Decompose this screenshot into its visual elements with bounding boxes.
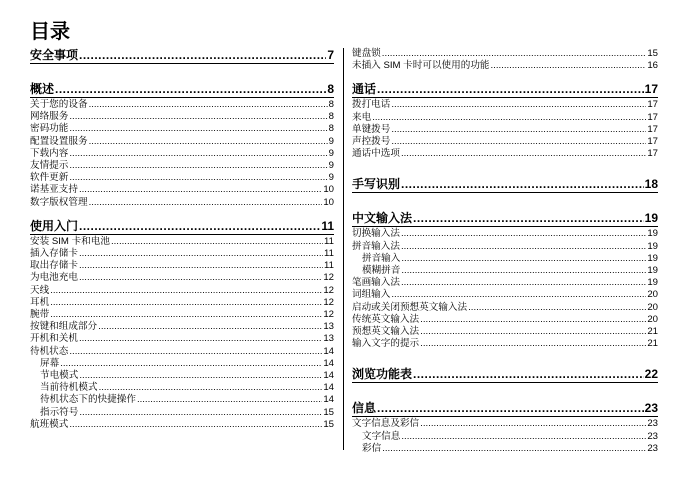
toc-entry-label: 模糊拼音	[362, 265, 401, 277]
toc-entry-label: 待机状态下的快捷操作	[40, 394, 136, 406]
toc-section-heading[interactable]	[352, 177, 658, 193]
toc-entry[interactable]	[30, 99, 334, 111]
dot-leader	[137, 394, 322, 406]
toc-heading-label: 使用入门	[30, 218, 79, 233]
toc-section-messaging	[352, 401, 658, 455]
toc-page-number: 13	[323, 333, 334, 345]
toc-page-number: 14	[323, 382, 334, 394]
toc-entry-label: 配置设置服务	[30, 135, 88, 147]
dot-leader	[79, 219, 320, 233]
dot-leader	[79, 48, 326, 62]
toc-entry-label: 单键拨号	[352, 123, 391, 135]
toc-page-number: 23	[647, 430, 658, 442]
toc-subentry[interactable]	[352, 265, 658, 277]
toc-entry-label: 笔画输入法	[352, 277, 400, 289]
toc-page-number: 14	[323, 394, 334, 406]
toc-entry[interactable]	[352, 228, 658, 240]
toc-heading-label: 概述	[30, 82, 55, 96]
toc-section-calls	[352, 82, 658, 160]
toc-page-number: 17	[647, 111, 658, 123]
toc-right-column	[352, 48, 658, 455]
toc-page-number: 19	[647, 240, 658, 252]
toc-page-number: 15	[323, 406, 334, 418]
dot-leader	[79, 333, 322, 345]
dot-leader	[382, 48, 647, 60]
toc-entry-label: 输入文字的提示	[352, 338, 420, 350]
toc-subentry[interactable]	[352, 431, 658, 443]
dot-leader	[413, 211, 644, 225]
toc-entry-label: 取出存储卡	[30, 260, 78, 272]
dot-leader	[69, 123, 327, 135]
toc-heading-label: 手写识别	[352, 177, 401, 192]
toc-left-column	[30, 48, 334, 431]
dot-leader	[401, 148, 646, 160]
toc-entry[interactable]	[30, 297, 334, 309]
dot-leader	[79, 370, 322, 382]
toc-page-number: 9	[328, 172, 334, 184]
dot-leader	[391, 289, 646, 301]
toc-page-number: 20	[647, 313, 658, 325]
toc-section-handwriting	[352, 177, 658, 193]
toc-subentry[interactable]	[30, 358, 334, 370]
dot-leader	[111, 236, 323, 248]
toc-entry[interactable]	[30, 260, 334, 272]
toc-entry-label: 词组输入	[352, 289, 391, 301]
toc-page-number: 18	[644, 177, 658, 192]
toc-page-number: 15	[647, 48, 658, 59]
toc-entry-label: 下载内容	[30, 147, 69, 159]
toc-entry-label: 屏幕	[40, 357, 60, 369]
dot-leader	[420, 338, 646, 350]
dot-leader	[99, 382, 323, 394]
dot-leader	[377, 82, 644, 96]
toc-page-number: 23	[644, 401, 658, 416]
toc-entry-label: 按键和组成部分	[30, 321, 98, 333]
toc-entry[interactable]	[30, 136, 334, 148]
dot-leader	[69, 419, 322, 431]
toc-entry-label: 预想英文输入法	[352, 326, 420, 338]
toc-entry-label: 为电池充电	[30, 272, 78, 284]
toc-subentry[interactable]	[352, 253, 658, 265]
toc-subentry[interactable]	[30, 407, 334, 419]
toc-entry[interactable]	[352, 326, 658, 338]
toc-entry[interactable]	[30, 419, 334, 431]
toc-page-number: 9	[328, 147, 334, 159]
dot-leader	[391, 136, 646, 148]
toc-page-number: 12	[323, 284, 334, 296]
toc-heading-label: 信息	[352, 401, 377, 416]
toc-entry-label: 插入存储卡	[30, 248, 78, 260]
toc-page-number: 9	[328, 135, 334, 147]
toc-page-number: 10	[323, 196, 334, 208]
toc-heading-label: 安全事项	[30, 48, 79, 62]
toc-section-overview	[30, 82, 334, 209]
toc-entry[interactable]	[352, 48, 658, 60]
dot-leader	[50, 309, 322, 321]
dot-leader	[401, 253, 646, 265]
dot-leader	[401, 241, 646, 253]
toc-section-heading[interactable]	[352, 211, 658, 227]
toc-section-heading[interactable]	[30, 219, 334, 235]
toc-entry-label: 拼音输入	[362, 252, 401, 264]
toc-entry-label: 通话中选项	[352, 148, 400, 160]
toc-entry[interactable]	[352, 124, 658, 136]
toc-entry[interactable]	[352, 277, 658, 289]
toc-page-number: 8	[327, 82, 334, 96]
toc-entry[interactable]	[352, 60, 658, 72]
toc-entry-label: 友情提示	[30, 160, 69, 172]
toc-entry-label: 彩信	[362, 442, 382, 454]
dot-leader	[79, 184, 322, 196]
toc-entry-label: 数字版权管理	[30, 196, 88, 208]
dot-leader	[69, 111, 327, 123]
toc-subentry[interactable]	[30, 370, 334, 382]
toc-page-number: 14	[323, 345, 334, 357]
toc-entry[interactable]	[30, 321, 334, 333]
toc-page-number: 10	[323, 184, 334, 196]
toc-page-number: 19	[647, 228, 658, 240]
dot-leader	[372, 112, 646, 124]
dot-leader	[382, 443, 646, 455]
toc-page-number: 11	[324, 260, 334, 272]
toc-page-number: 12	[323, 296, 334, 308]
toc-entry[interactable]	[30, 346, 334, 358]
toc-page-number: 17	[647, 136, 658, 148]
dot-leader	[401, 431, 646, 443]
toc-entry[interactable]	[352, 112, 658, 124]
dot-leader	[413, 367, 644, 381]
toc-page-number: 20	[647, 301, 658, 313]
toc-entry-label: 键盘锁	[352, 48, 381, 59]
toc-page-number: 11	[324, 248, 334, 260]
toc-subentry[interactable]	[352, 443, 658, 455]
toc-section-chinese-input	[352, 211, 658, 350]
toc-page-number: 20	[647, 289, 658, 301]
toc-page-number: 19	[647, 277, 658, 289]
toc-heading-label: 通话	[352, 82, 377, 97]
toc-entry-label: 诺基亚支持	[30, 184, 78, 196]
toc-entry[interactable]	[352, 136, 658, 148]
toc-page-number: 21	[647, 338, 658, 350]
toc-page-number: 19	[647, 265, 658, 277]
toc-page-number: 17	[647, 99, 658, 111]
toc-entry[interactable]	[30, 148, 334, 160]
dot-leader	[79, 407, 322, 419]
toc-page-number: 9	[328, 160, 334, 172]
toc-entry-label: 开机和关机	[30, 333, 78, 345]
toc-entry-label: 切换输入法	[352, 228, 400, 240]
toc-page-number: 21	[647, 326, 658, 338]
toc-page-number: 17	[647, 148, 658, 160]
dot-leader	[79, 248, 323, 260]
toc-section-menus	[352, 367, 658, 383]
dot-leader	[50, 297, 322, 309]
toc-entry-label: 文字信息	[362, 430, 401, 442]
toc-entry[interactable]	[30, 197, 334, 209]
toc-entry[interactable]	[30, 272, 334, 284]
dot-leader	[69, 172, 327, 184]
toc-entry-label: 未插入 SIM 卡时可以使用的功能	[352, 60, 490, 72]
toc-entry-label: 指示符号	[40, 406, 79, 418]
toc-entry[interactable]	[30, 184, 334, 196]
dot-leader	[69, 160, 327, 172]
toc-entry[interactable]	[352, 338, 658, 350]
toc-entry-label: 待机状态	[30, 345, 69, 357]
toc-entry[interactable]	[30, 248, 334, 260]
toc-entry-label: 节电模式	[40, 370, 79, 382]
toc-page-number: 8	[328, 111, 334, 123]
toc-entry-label: 声控拨号	[352, 136, 391, 148]
dot-leader	[377, 401, 644, 415]
dot-leader	[391, 124, 646, 136]
dot-leader	[401, 277, 646, 289]
toc-entry[interactable]	[352, 289, 658, 301]
toc-entry[interactable]	[30, 236, 334, 248]
toc-entry[interactable]	[352, 314, 658, 326]
toc-entry[interactable]	[30, 123, 334, 135]
toc-page-number: 12	[323, 309, 334, 321]
dot-leader	[79, 272, 322, 284]
dot-leader	[98, 321, 322, 333]
toc-subentry[interactable]	[30, 394, 334, 406]
toc-page-number: 14	[323, 370, 334, 382]
toc-subentry[interactable]	[30, 382, 334, 394]
toc-section-heading[interactable]	[30, 82, 334, 98]
toc-entry[interactable]	[352, 148, 658, 160]
dot-leader	[401, 177, 644, 191]
toc-section-heading[interactable]	[352, 82, 658, 98]
dot-leader	[69, 346, 322, 358]
dot-leader	[420, 326, 646, 338]
toc-page-number: 7	[327, 48, 334, 62]
toc-page-number: 23	[647, 418, 658, 430]
column-divider	[343, 48, 344, 450]
dot-leader	[89, 136, 328, 148]
toc-entry-label: 启动或关闭预想英文输入法	[352, 301, 468, 313]
dot-leader	[401, 228, 646, 240]
toc-entry-label: 耳机	[30, 296, 50, 308]
toc-page-number: 23	[647, 442, 658, 454]
dot-leader	[420, 418, 646, 430]
toc-entry-label: 腕带	[30, 309, 50, 321]
dot-leader	[420, 314, 646, 326]
dot-leader	[69, 148, 327, 160]
toc-entry-label: 传统英文输入法	[352, 313, 420, 325]
dot-leader	[391, 99, 646, 111]
toc-section-safety	[30, 48, 334, 64]
toc-section-continued	[352, 48, 658, 72]
dot-leader	[55, 82, 326, 96]
toc-entry[interactable]	[30, 172, 334, 184]
toc-entry[interactable]	[30, 111, 334, 123]
toc-entry-label: 当前待机模式	[40, 382, 98, 394]
toc-page-number: 12	[323, 272, 334, 284]
toc-entry[interactable]	[352, 302, 658, 314]
dot-leader	[89, 197, 323, 209]
dot-leader	[60, 358, 322, 370]
toc-entry-label: 安装 SIM 卡和电池	[30, 235, 110, 247]
dot-leader	[401, 265, 646, 277]
toc-page-number: 11	[324, 235, 334, 247]
toc-entry-label: 网络服务	[30, 111, 69, 123]
toc-entry-label: 关于您的设备	[30, 99, 88, 110]
page-title: 目录	[30, 21, 70, 43]
toc-page-number: 16	[647, 60, 658, 72]
toc-entry[interactable]	[352, 99, 658, 111]
toc-entry-label: 文字信息及彩信	[352, 418, 420, 430]
toc-page-number: 14	[323, 357, 334, 369]
toc-heading-label: 浏览功能表	[352, 367, 413, 382]
toc-page-number: 22	[644, 367, 658, 382]
toc-entry-label: 软件更新	[30, 172, 69, 184]
toc-section-heading[interactable]	[352, 367, 658, 383]
toc-page-number: 17	[644, 82, 658, 97]
toc-entry-label: 密码功能	[30, 123, 69, 135]
dot-leader	[50, 285, 322, 297]
dot-leader	[491, 60, 647, 72]
toc-section-heading[interactable]	[352, 401, 658, 417]
toc-entry-label: 拼音输入法	[352, 240, 400, 252]
toc-entry[interactable]	[352, 418, 658, 430]
dot-leader	[468, 302, 646, 314]
toc-page-number: 19	[647, 252, 658, 264]
toc-entry-label: 航班模式	[30, 418, 69, 430]
toc-page-number: 13	[323, 321, 334, 333]
toc-entry[interactable]	[30, 333, 334, 345]
toc-page-number: 8	[328, 99, 334, 110]
dot-leader	[79, 260, 323, 272]
toc-entry-label: 来电	[352, 111, 372, 123]
toc-heading-label: 中文输入法	[352, 211, 413, 226]
toc-page-number: 17	[647, 123, 658, 135]
toc-page-number: 19	[644, 211, 658, 226]
toc-entry[interactable]	[30, 309, 334, 321]
toc-entry[interactable]	[30, 285, 334, 297]
toc-page-number: 11	[321, 218, 334, 233]
dot-leader	[89, 99, 328, 111]
toc-entry-label: 拨打电话	[352, 99, 391, 111]
toc-section-getting-started	[30, 219, 334, 431]
toc-section-heading[interactable]	[30, 48, 334, 64]
toc-entry[interactable]	[352, 241, 658, 253]
toc-entry-label: 天线	[30, 284, 50, 296]
toc-page-number: 8	[328, 123, 334, 135]
toc-page-number: 15	[323, 418, 334, 430]
toc-entry[interactable]	[30, 160, 334, 172]
